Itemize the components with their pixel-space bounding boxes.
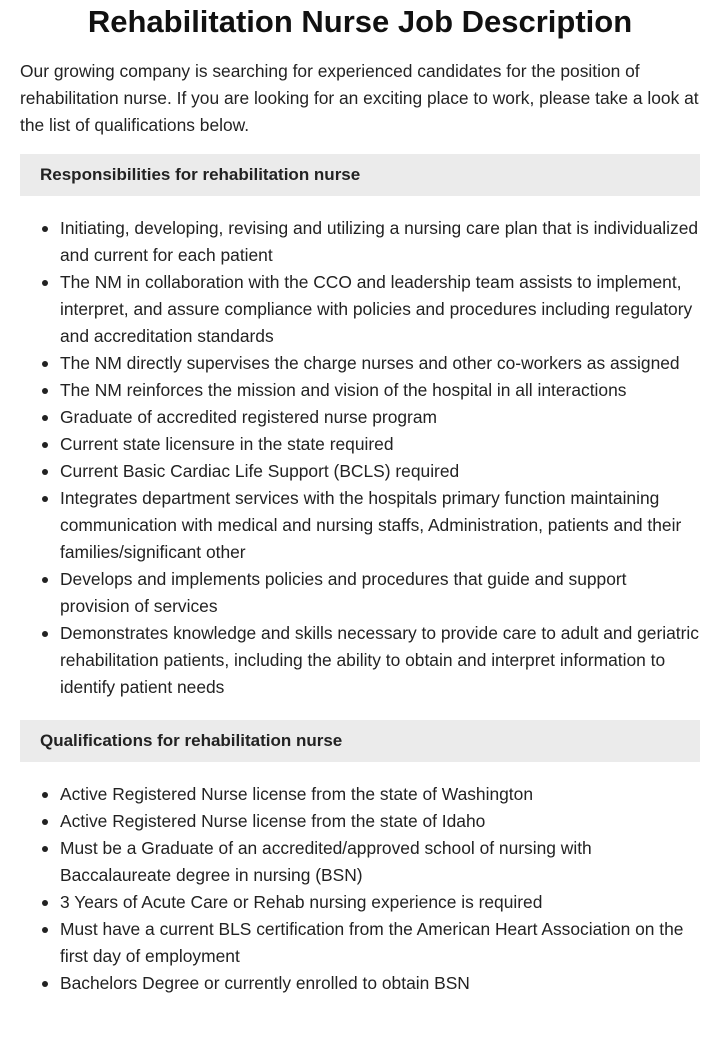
list-item: Current state licensure in the state required — [20, 431, 700, 458]
list-item: Develops and implements policies and procedures that guide and support provision of services — [20, 566, 700, 620]
page-title: Rehabilitation Nurse Job Description — [87, 4, 633, 39]
responsibilities-list — [20, 215, 700, 701]
list-item: The NM directly supervises the charge nurses and other co-workers as assigned — [20, 350, 700, 377]
qualifications-list — [20, 781, 700, 997]
list-item: Integrates department services with the hospitals primary function maintaining communication with medical and nursing staffs, Administration, patients and their families/significant other — [20, 485, 700, 566]
list-item: Initiating, developing, revising and utilizing a nursing care plan that is individualized and current for each patient — [20, 215, 700, 269]
list-item: Must be a Graduate of an accredited/approved school of nursing with Baccalaureate degree in nursing (BSN) — [20, 835, 700, 889]
list-item: Current Basic Cardiac Life Support (BCLS) required — [20, 458, 700, 485]
list-item: Active Registered Nurse license from the state of Washington — [20, 781, 700, 808]
responsibilities-heading: Responsibilities for rehabilitation nurse — [20, 154, 700, 196]
list-item: Graduate of accredited registered nurse program — [20, 404, 700, 431]
list-item: The NM in collaboration with the CCO and leadership team assists to implement, interpret, and assure compliance with policies and procedures including regulatory and accreditation standards — [20, 269, 700, 350]
list-item: Must have a current BLS certification from the American Heart Association on the first day of employment — [20, 916, 700, 970]
list-item: The NM reinforces the mission and vision of the hospital in all interactions — [20, 377, 700, 404]
qualifications-heading: Qualifications for rehabilitation nurse — [20, 720, 700, 762]
list-item: Active Registered Nurse license from the state of Idaho — [20, 808, 700, 835]
intro-paragraph: Our growing company is searching for experienced candidates for the position of rehabilitation nurse. If you are looking for an exciting place to work, please take a look at the list of qualifications below. — [20, 61, 699, 135]
list-item: Demonstrates knowledge and skills necessary to provide care to adult and geriatric rehabilitation patients, including the ability to obtain and interpret information to identify patient needs — [20, 620, 700, 701]
list-item: 3 Years of Acute Care or Rehab nursing experience is required — [20, 889, 700, 916]
list-item: Bachelors Degree or currently enrolled to obtain BSN — [20, 970, 700, 997]
